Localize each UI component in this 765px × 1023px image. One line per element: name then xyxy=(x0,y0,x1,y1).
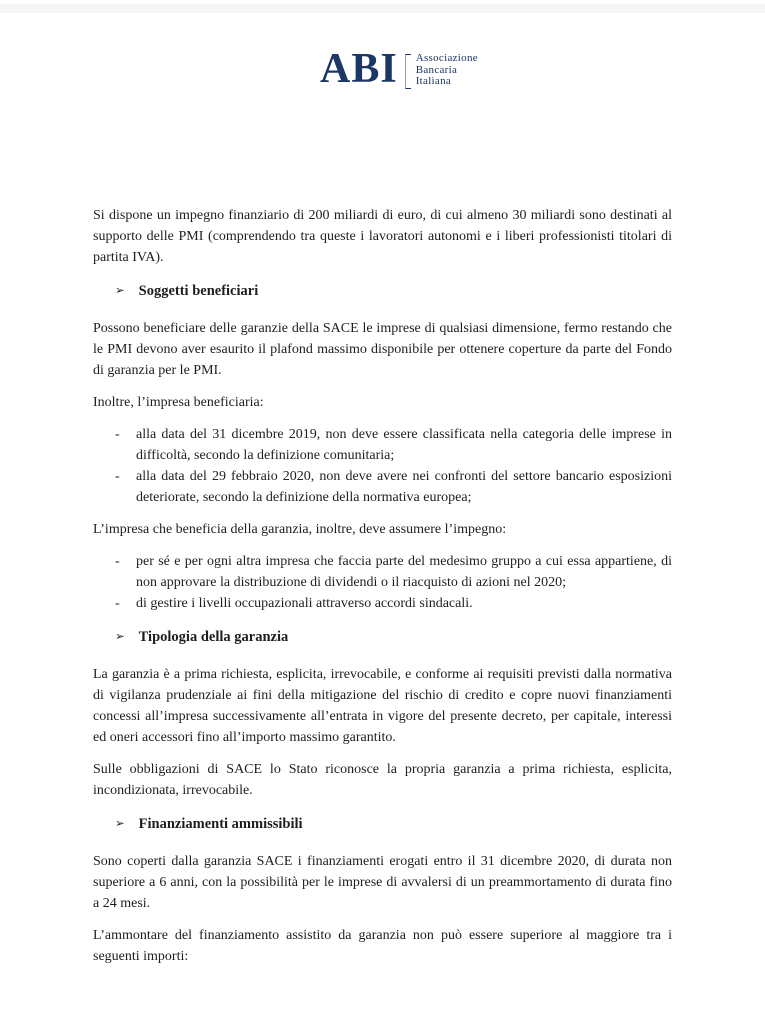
section-heading-finanziamenti-ammissibili xyxy=(93,814,672,835)
dash-bullet-icon: - xyxy=(115,554,120,569)
paragraph: Inoltre, l’impresa beneficiaria: xyxy=(93,395,264,410)
abi-logo xyxy=(320,46,478,92)
logo-org-name xyxy=(416,53,478,88)
list-item xyxy=(115,551,672,593)
paragraph: Possono beneficiare delle garanzie della SACE le imprese di qualsiasi dimensione, fermo restando che le PMI devono aver esaurito il plafond massimo disponibile per ottenere coperture da parte del Fondo di garanzia per le PMI. xyxy=(93,321,672,378)
paragraph: Sono coperti dalla garanzia SACE i finanziamenti erogati entro il 31 dicembre 2020, di durata non superiore a 6 anni, con la possibilità per le imprese di avvalersi di un preammortamento di durata fino a 24 mesi. xyxy=(93,854,672,911)
paragraph: La garanzia è a prima richiesta, esplicita, irrevocabile, e conforme ai requisiti previsti dalla normativa di vigilanza prudenziale ai fini della mitigazione del rischio di credito e copre nuovi finanziamenti concessi all’impresa successivamente all’entrata in vigore del presente decreto, per capitale, interessi ed oneri accessori fino all’importo massimo garantito. xyxy=(93,667,672,745)
paragraph: Si dispone un impegno finanziario di 200 miliardi di euro, di cui almeno 30 miliardi sono destinati al supporto delle PMI (comprendendo tra queste i lavoratori autonomi e i liberi professionisti titolari di partita IVA). xyxy=(93,208,672,265)
dash-bullet-icon: - xyxy=(115,596,120,611)
dash-list xyxy=(93,551,672,614)
section-heading-tipologia-della-garanzia xyxy=(93,627,672,648)
dash-bullet-icon: - xyxy=(115,427,120,442)
paragraph: L’impresa che beneficia della garanzia, inoltre, deve assumere l’impegno: xyxy=(93,522,507,537)
dash-bullet-icon: - xyxy=(115,469,120,484)
list-item-text: per sé e per ogni altra impresa che faccia parte del medesimo gruppo a cui essa appartiene, di non approvare la distribuzione di dividendi o il riacquisto di azioni nel 2020; xyxy=(136,554,672,590)
list-item xyxy=(115,424,672,466)
arrow-bullet-icon: ➢ xyxy=(115,816,125,830)
list-item xyxy=(115,593,672,614)
logo-org-line: Associazione xyxy=(415,52,478,64)
logo-bracket-icon xyxy=(405,54,411,89)
list-item-text: di gestire i livelli occupazionali attraverso accordi sindacali. xyxy=(136,596,473,611)
arrow-bullet-icon: ➢ xyxy=(115,629,125,643)
list-item xyxy=(115,466,672,508)
section-heading-soggetti-beneficiari xyxy=(93,281,672,302)
logo-org-line: Bancaria xyxy=(415,63,458,76)
section-heading-label: Finanziamenti ammissibili xyxy=(138,816,303,832)
dash-list xyxy=(93,424,672,508)
arrow-bullet-icon: ➢ xyxy=(115,283,125,297)
document-content xyxy=(93,205,672,978)
section-heading-label: Tipologia della garanzia xyxy=(138,629,289,645)
scan-edge-strip xyxy=(0,4,765,13)
list-item-text: alla data del 29 febbraio 2020, non deve avere nei confronti del settore bancario esposizioni deteriorate, secondo la definizione della normativa europea; xyxy=(136,469,672,505)
list-item-text: alla data del 31 dicembre 2019, non deve essere classificata nella categoria delle imprese in difficoltà, secondo la definizione comunitaria; xyxy=(136,427,672,463)
logo-acronym: ABI xyxy=(320,46,398,92)
paragraph: Sulle obbligazioni di SACE lo Stato riconosce la propria garanzia a prima richiesta, esplicita, incondizionata, irrevocabile. xyxy=(93,762,672,798)
paragraph: L’ammontare del finanziamento assistito da garanzia non può essere superiore al maggiore tra i seguenti importi: xyxy=(93,928,672,964)
logo-org-line: Italiana xyxy=(415,75,452,87)
section-heading-label: Soggetti beneficiari xyxy=(138,283,259,299)
